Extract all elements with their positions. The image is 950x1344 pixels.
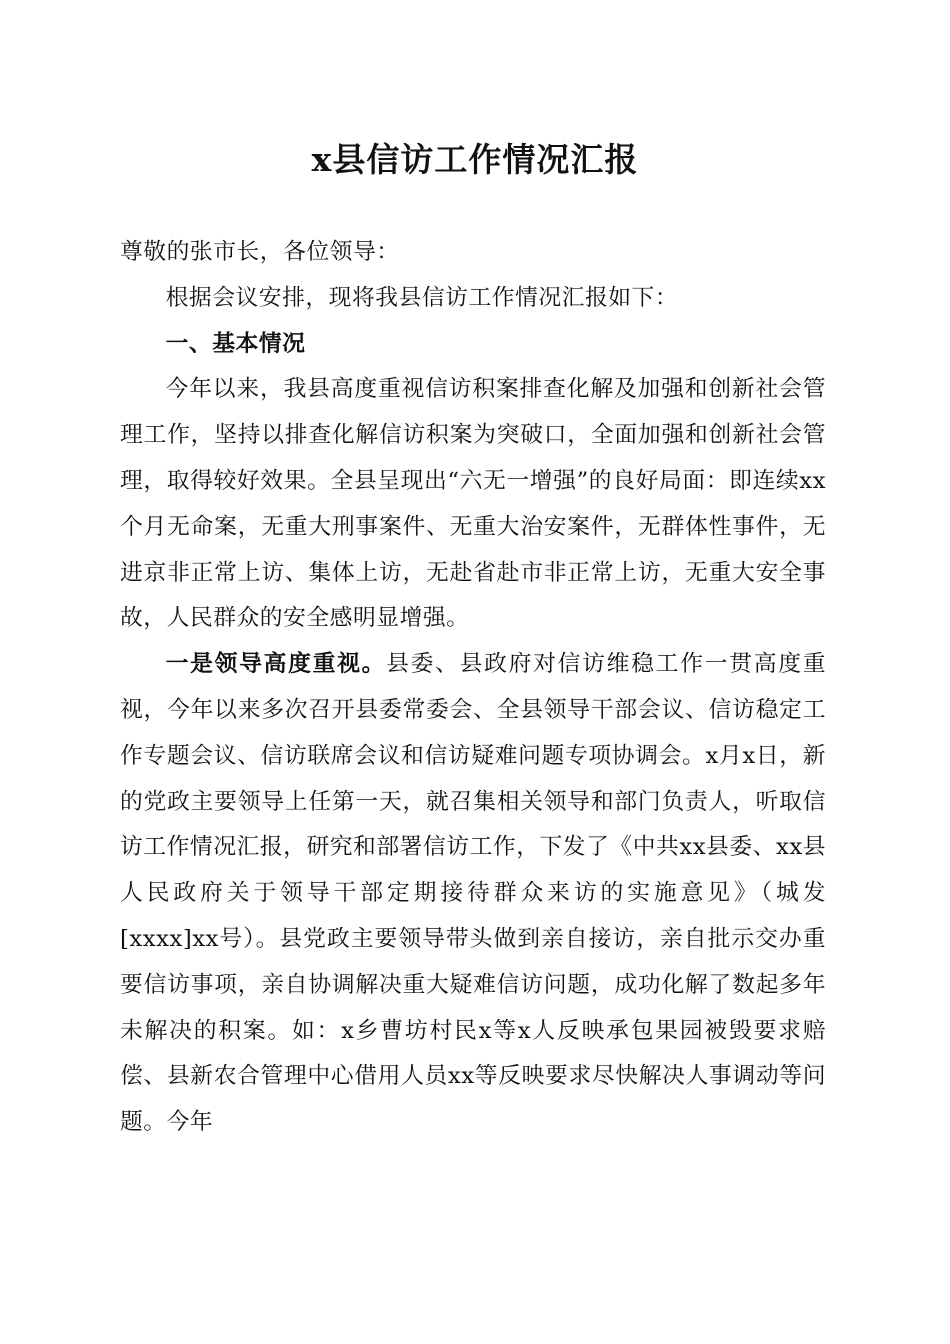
leadership-paragraph (120, 642, 826, 1146)
basic-situation-paragraph: 今年以来，我县高度重视信访积案排查化解及加强和创新社会管理工作，坚持以排查化解信访积案为突破口，全面加强和创新社会管理，取得较好效果。全县呈现出“六无一增强”的良好局面：即连续xx个月无命案，无重大刑事案件、无重大治安案件，无群体性事件，无进京非正常上访、集体上访，无赴省赴市非正常上访，无重大安全事故，人民群众的安全感明显增强。 (120, 376, 826, 632)
paragraph-lead: 一是领导高度重视。 (165, 651, 387, 678)
paragraph-body: 县委、县政府对信访维稳工作一贯高度重视，今年以来多次召开县委常委会、全县领导干部会议、信访稳定工作专题会议、信访联席会议和信访疑难问题专项协调会。x月x日，新的党政主要领导上任第一天，就召集相关领导和部门负责人，听取信访工作情况汇报，研究和部署信访工作，下发了《中共xx县委、xx县人民政府关于领导干部定期接待群众来访的实施意见》（城发[xxxx]xx号）。县党政主要领导带头做到亲自接访，亲自批示交办重要信访事项，亲自协调解决重大疑难信访问题，成功化解了数起多年未解决的积案。如：x乡曹坊村民x等x人反映承包果园被毁要求赔偿、县新农合管理中心借用人员xx等反映要求尽快解决人事调动等问题。今年 (120, 651, 827, 1136)
section-heading: 一、基本情况 (165, 330, 306, 357)
salutation: 尊敬的张市长，各位领导： (120, 239, 400, 265)
document-title: x县信访工作情况汇报 (311, 140, 639, 179)
intro-paragraph: 根据会议安排，现将我县信访工作情况汇报如下： (165, 284, 679, 311)
document-body (120, 230, 826, 1146)
